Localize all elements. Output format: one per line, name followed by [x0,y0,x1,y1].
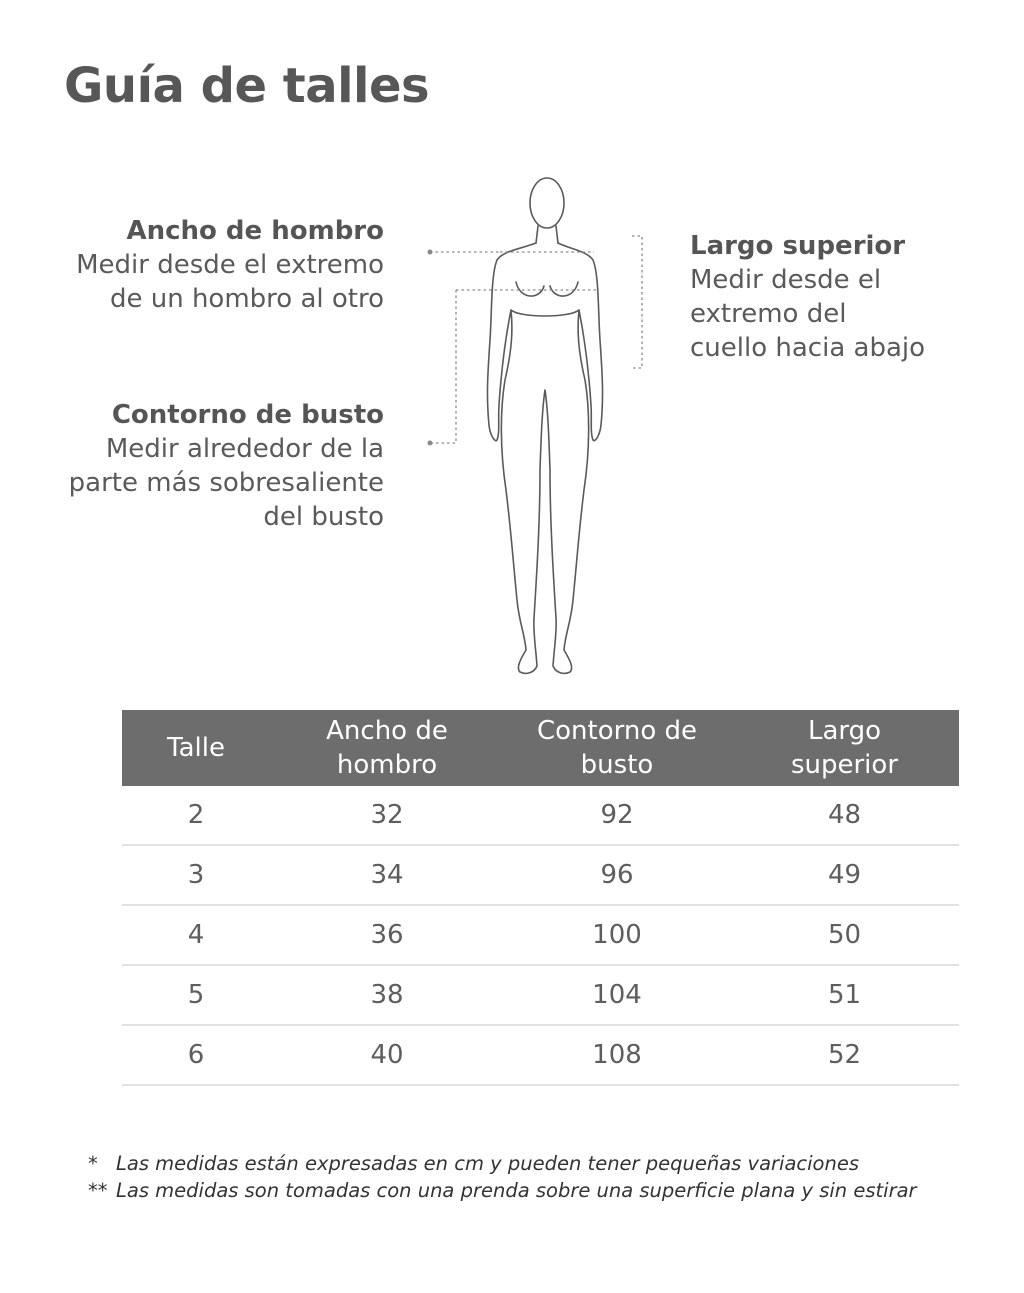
cell-size: 2 [122,786,270,845]
footnote-mark: * [88,1152,98,1175]
length-title: Largo superior [690,231,906,261]
bust-line: Medir alrededor de la [105,434,384,464]
size-table [122,710,959,1086]
footnote [88,1150,917,1177]
cell-size: 4 [122,905,270,965]
table-row [122,965,959,1025]
footnote-text: Las medidas son tomadas con una prenda sobre una superficie plana y sin estirar [116,1179,917,1202]
shoulder-width-guide [76,214,384,316]
cell-length: 49 [730,845,959,905]
table-row [122,1025,959,1085]
cell-length: 51 [730,965,959,1025]
table-row [122,845,959,905]
shoulder-width-title: Ancho de hombro [126,216,384,246]
table-row [122,786,959,845]
table-row [122,905,959,965]
bust-title: Contorno de busto [111,400,384,430]
bust-line: del busto [263,502,384,532]
table-header-row [122,710,959,786]
cell-bust: 96 [504,845,730,905]
shoulder-width-line: Medir desde el extremo [76,250,384,280]
footnotes [88,1150,917,1204]
footnote [88,1177,917,1204]
shoulder-width-line: de un hombro al otro [109,284,384,314]
cell-bust: 92 [504,786,730,845]
cell-bust: 108 [504,1025,730,1085]
body-silhouette-icon [420,170,660,680]
cell-shoulder-width: 40 [270,1025,504,1085]
header-size: Talle [122,710,270,786]
cell-length: 50 [730,905,959,965]
cell-size: 3 [122,845,270,905]
cell-size: 6 [122,1025,270,1085]
header-length: Largo superior [730,710,959,786]
page-title: Guía de talles [64,58,430,114]
bust-line: parte más sobresaliente [68,468,384,498]
length-line: extremo del [690,299,847,329]
length-line: Medir desde el [690,265,882,295]
cell-shoulder-width: 36 [270,905,504,965]
cell-shoulder-width: 34 [270,845,504,905]
header-shoulder-width: Ancho de hombro [270,710,504,786]
cell-size: 5 [122,965,270,1025]
cell-length: 52 [730,1025,959,1085]
cell-bust: 104 [504,965,730,1025]
footnote-text: Las medidas están expresadas en cm y pueden tener pequeñas variaciones [116,1152,859,1175]
cell-shoulder-width: 32 [270,786,504,845]
cell-shoulder-width: 38 [270,965,504,1025]
cell-length: 48 [730,786,959,845]
length-line: cuello hacia abajo [690,333,926,363]
cell-bust: 100 [504,905,730,965]
bust-guide [69,398,384,534]
header-bust: Contorno de busto [504,710,730,786]
footnote-mark: ** [88,1179,108,1202]
length-guide [690,229,925,365]
